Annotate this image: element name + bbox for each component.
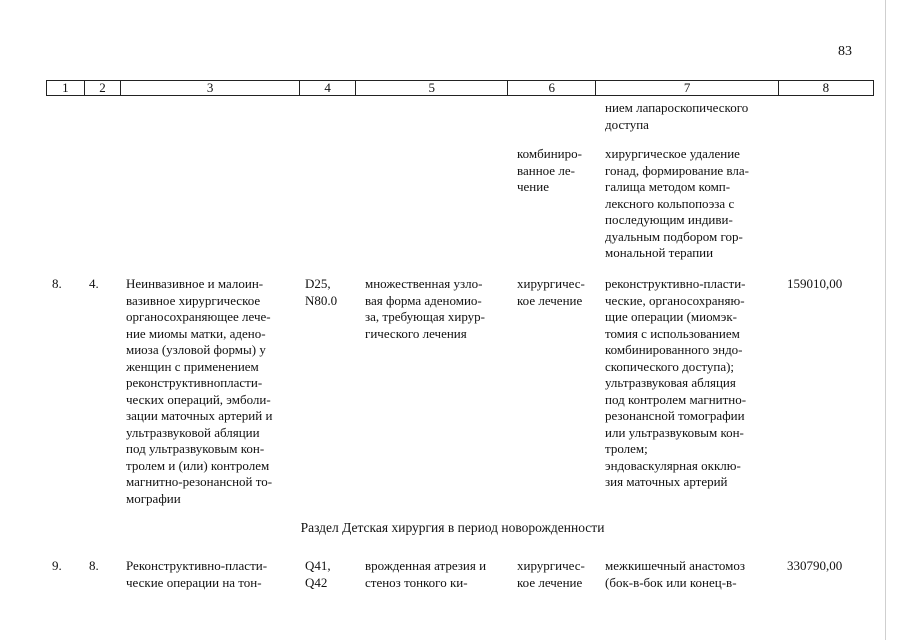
- row-9-number: 9.: [52, 558, 62, 573]
- row-9-method: межкишечный анастомоз (бок-в-бок или конец-в-: [605, 558, 746, 590]
- header-col-4: 4: [300, 81, 357, 95]
- header-col-5: 5: [356, 81, 508, 95]
- row-8-patient-model: множественная узло- вая форма аденомио- за, требующая хирур- гического лечения: [365, 276, 485, 341]
- row-9-icd-codes: Q41, Q42: [305, 558, 331, 590]
- page-number: 83: [838, 44, 852, 59]
- row-8-number: 8.: [52, 276, 62, 291]
- row-8-cost: 159010,00: [787, 276, 843, 291]
- row-9-group: 8.: [89, 558, 99, 573]
- section-title: Раздел Детская хирургия в период новорожденности: [300, 520, 605, 535]
- header-col-7: 7: [596, 81, 778, 95]
- column-number-header: [46, 80, 874, 96]
- row-9-cost: 330790,00: [787, 558, 843, 573]
- header-col-2: 2: [85, 81, 122, 95]
- row-9-treatment-type: хирургичес- кое лечение: [517, 558, 585, 590]
- header-col-3: 3: [121, 81, 299, 95]
- row-9-patient-model: врожденная атрезия и стеноз тонкого ки-: [365, 558, 487, 590]
- row-8-method: реконструктивно-пласти- ческие, органосохраняю- щие операции (миомэк- томия с использованием комбинированного эндо- скопического доступа); ультразвуковая абляция под контролем магнитно- резонансной томографии или ультразвуковым кон- тролем; эндоваскулярная окклю- зия маточных артерий: [605, 276, 747, 489]
- header-col-1: 1: [47, 81, 85, 95]
- continuation-method-a: нием лапароскопического доступа: [605, 100, 749, 132]
- row-8-care-type: Неинвазивное и малоин- вазивное хирургическое органосохраняющее лече- ние миомы матки, адено- миоза (узловой формы) у женщин с применением реконструктивнопласти- ческих операций, эмболи- зации маточных артерий и ультразвуковой абляции под ультразвуковым кон- тролем и (или) контролем магнитно-резонансной то- мографии: [126, 276, 273, 506]
- header-col-8: 8: [822, 80, 830, 95]
- header-col-6: 6: [508, 81, 596, 95]
- scan-edge-line: [885, 0, 886, 640]
- continuation-treatment-type: комбиниро- ванное ле- чение: [517, 146, 582, 194]
- row-8-treatment-type: хирургичес- кое лечение: [517, 276, 585, 308]
- continuation-method-b: хирургическое удаление гонад, формирование вла- галища методом комп- лексного кольпопоэза с последующим индиви- дуальным подбором гор- мональной терапии: [605, 146, 749, 260]
- row-8-icd-codes: D25, N80.0: [305, 276, 338, 308]
- row-9-care-type: Реконструктивно-пласти- ческие операции на тон-: [126, 558, 268, 590]
- row-8-group: 4.: [89, 276, 99, 291]
